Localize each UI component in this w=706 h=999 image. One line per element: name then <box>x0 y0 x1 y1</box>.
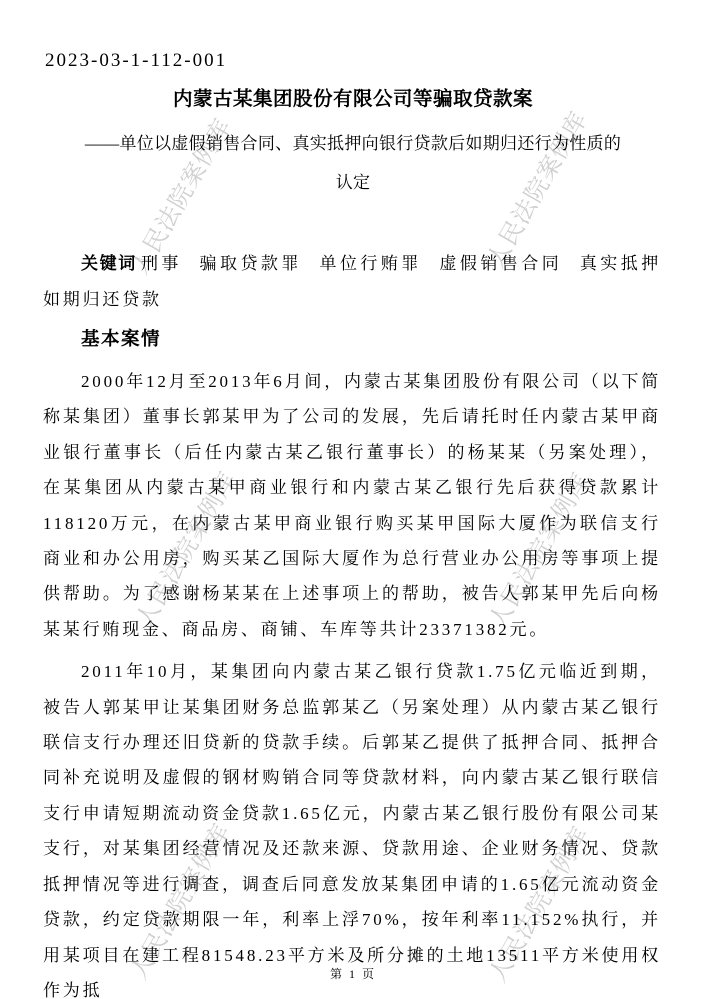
document-content <box>0 48 706 999</box>
keywords-text: 刑事 骗取贷款罪 单位行贿罪 虚假销售合同 真实抵押 如期归还贷款 <box>43 254 661 309</box>
keywords-line <box>43 246 661 318</box>
watermark: 人民法院案例库 <box>485 822 596 988</box>
watermark: 人民法院案例库 <box>132 467 243 633</box>
keywords-label: 关键词 <box>81 254 137 273</box>
watermark: 人民法院案例库 <box>127 114 238 280</box>
watermark: 人民法院案例库 <box>485 468 596 634</box>
watermark: 人民法院案例库 <box>126 819 237 985</box>
watermark: 人民法院案例库 <box>483 107 594 273</box>
case-document-number: 2023-03-1-112-001 <box>45 50 228 71</box>
section-heading-basic-facts: 基本案情 <box>81 328 162 349</box>
case-paragraph: 2000年12月至2013年6月间，内蒙古某集团股份有限公司（以下简称某集团）董事长郭某甲为了公司的发展，先后请托时任内蒙古某甲商业银行董事长（后任内蒙古某乙银行董事长）的杨某某（另案处理），在某集团从内蒙古某甲商业银行和内蒙古某乙银行先后获得贷款累计118120万元，在内蒙古某甲商业银行购买某甲国际大厦作为联信支行商业和办公用房，购买某乙国际大厦作为总行营业办公用房等事项上提供帮助。为了感谢杨某某在上述事项上的帮助，被告人郭某甲先后向杨某某行贿现金、商品房、商铺、车库等共计23371382元。 <box>43 372 661 639</box>
page-footer: 第 1 页 <box>329 967 376 981</box>
case-title: 内蒙古某集团股份有限公司等骗取贷款案 <box>172 89 533 110</box>
case-subtitle: ——单位以虚假销售合同、真实抵押向银行贷款后如期归还行为性质的认定 <box>84 134 622 192</box>
case-paragraph: 2011年10月，某集团向内蒙古某乙银行贷款1.75亿元临近到期，被告人郭某甲让某集团财务总监郭某乙（另案处理）从内蒙古某乙银行联信支行办理还旧贷新的贷款手续。后郭某乙提供了抵押合同、抵押合同补充说明及虚假的钢材购销合同等贷款材料，向内蒙古某乙银行联信支行申请短期流动资金贷款1.65亿元，内蒙古某乙银行股份有限公司某支行，对某集团经营情况及还款来源、贷款用途、企业财务情况、贷款抵押情况等进行调查，调查后同意发放某集团申请的1.65亿元流动资金贷款，约定贷款期限一年，利率上浮70%，按年利率11.152%执行，并用某项目在建工程81548.23平方米及所分摊的土地13511平方米使用权作为抵 <box>43 662 661 999</box>
